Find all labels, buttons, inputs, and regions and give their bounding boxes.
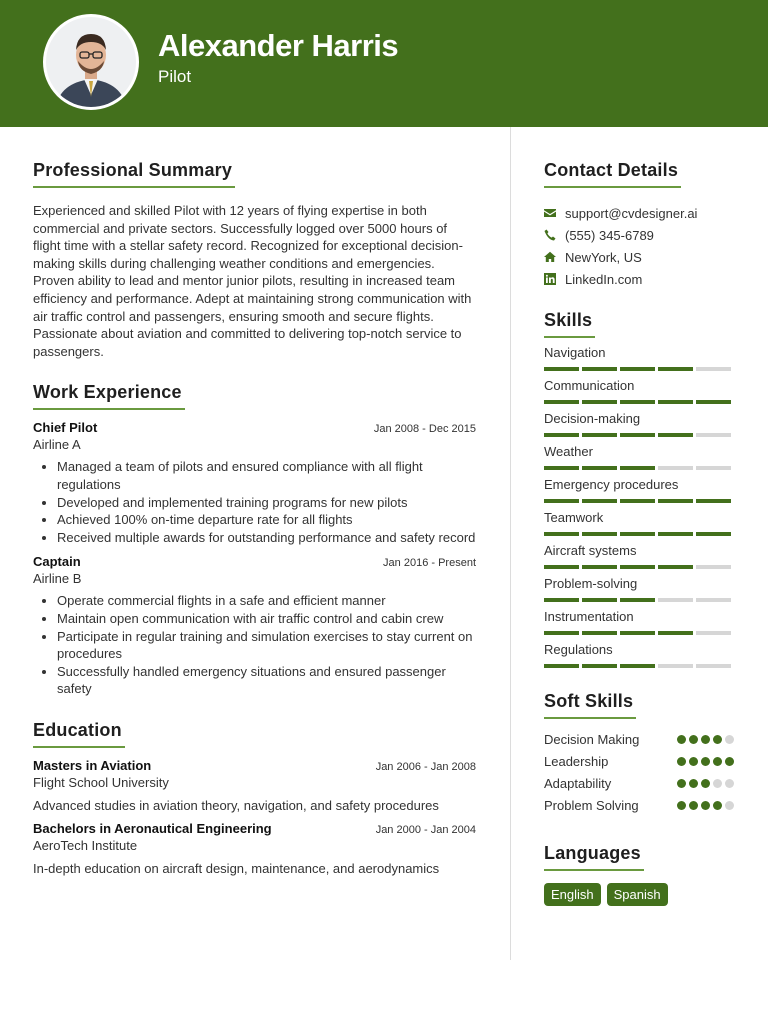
bullet-item: • Developed and implemented training programs for new pilots — [57, 494, 476, 512]
skill-level-segment — [544, 466, 579, 470]
soft-skills-section — [544, 691, 734, 816]
skill-level-segment — [620, 433, 655, 437]
candidate-name: Alexander Harris — [158, 28, 399, 63]
education-entry — [33, 758, 476, 813]
skill-level-segment — [582, 565, 617, 569]
skill-level-segment — [658, 664, 693, 668]
skill-item — [544, 444, 734, 470]
skill-name: Weather — [544, 444, 593, 459]
language-badge: Spanish — [607, 883, 668, 906]
education-dates: Jan 2000 - Jan 2004 — [375, 823, 476, 836]
languages-heading: Languages — [544, 843, 644, 871]
skill-item — [544, 477, 734, 503]
skill-level-segment — [696, 466, 731, 470]
education-heading: Education — [33, 720, 125, 748]
rating-dot — [689, 757, 698, 766]
skill-level-segment — [696, 433, 731, 437]
skill-level-segment — [620, 598, 655, 602]
rating-dot — [713, 735, 722, 744]
skill-level-segment — [582, 631, 617, 635]
skill-level-bar — [544, 499, 734, 503]
summary-text: Experienced and skilled Pilot with 12 years of flying expertise in both commercial and private sectors. Successfully logged over 5000 hours of flight time with a stellar safety record. Recognized for exceptional decision-making skills during challenging weather conditions and emergencies. Proven ability to lead and mentor junior pilots, resulting in increased team efficiency and performance. Adept at maintaining strong communication with air traffic control and passengers, ensuring smooth and secure flights. Passionate about aviation and committed to delivering top-notch service to passengers. — [33, 203, 472, 359]
skill-item — [544, 411, 734, 437]
soft-skill-name: Problem Solving — [544, 797, 639, 813]
rating-dot — [725, 779, 734, 788]
soft-skill-rating — [677, 779, 734, 788]
bullet-item: • Successfully handled emergency situations and ensured passenger safety — [57, 663, 476, 698]
skill-level-segment — [658, 499, 693, 503]
rating-dot — [725, 735, 734, 744]
phone-text: (555) 345-6789 — [565, 227, 654, 243]
skill-level-segment — [658, 565, 693, 569]
experience-heading: Work Experience — [33, 382, 185, 410]
rating-dot — [677, 757, 686, 766]
skill-level-segment — [620, 367, 655, 371]
bullet-item: • Participate in regular training and simulation exercises to stay current on procedures — [57, 628, 476, 663]
job-role: Captain — [33, 554, 81, 570]
skill-level-bar — [544, 532, 734, 536]
job-bullets — [33, 458, 476, 546]
skill-name: Teamwork — [544, 510, 604, 525]
skill-level-segment — [544, 400, 579, 404]
skill-level-segment — [620, 400, 655, 404]
skill-level-segment — [620, 565, 655, 569]
skill-level-bar — [544, 664, 734, 668]
skill-level-segment — [658, 532, 693, 536]
skill-level-segment — [582, 664, 617, 668]
candidate-title: Pilot — [158, 67, 192, 86]
envelope-icon — [544, 207, 556, 219]
job-entry — [33, 420, 476, 546]
skill-name: Regulations — [544, 642, 613, 657]
skill-level-bar — [544, 400, 734, 404]
education-description: In-depth education on aircraft design, maintenance, and aerodynamics — [33, 860, 440, 876]
skill-level-segment — [544, 598, 579, 602]
skill-level-segment — [696, 532, 731, 536]
bullet-item: • Managed a team of pilots and ensured compliance with all flight regulations — [57, 458, 476, 493]
job-dates: Jan 2016 - Present — [383, 557, 476, 570]
skill-name: Communication — [544, 378, 635, 393]
skills-list — [544, 345, 734, 668]
linkedin-text: LinkedIn.com — [565, 271, 643, 287]
soft-skill-item — [544, 750, 734, 772]
job-role: Chief Pilot — [33, 420, 98, 436]
skill-level-segment — [658, 400, 693, 404]
school-name: AeroTech Institute — [33, 837, 138, 853]
skill-level-segment — [620, 466, 655, 470]
experience-section — [33, 382, 476, 698]
skill-level-bar — [544, 631, 734, 635]
contact-location — [544, 246, 734, 268]
rating-dot — [701, 757, 710, 766]
degree-name: Masters in Aviation — [33, 757, 152, 773]
rating-dot — [689, 735, 698, 744]
skill-name: Navigation — [544, 345, 606, 360]
soft-skill-rating — [677, 801, 734, 810]
soft-skills-heading: Soft Skills — [544, 691, 636, 719]
skill-level-segment — [582, 499, 617, 503]
skill-name: Problem-solving — [544, 576, 638, 591]
rating-dot — [677, 735, 686, 744]
rating-dot — [725, 757, 734, 766]
rating-dot — [677, 801, 686, 810]
soft-skill-rating — [677, 757, 734, 766]
skill-item — [544, 609, 734, 635]
summary-section — [33, 160, 476, 360]
degree-name: Bachelors in Aeronautical Engineering — [33, 820, 272, 836]
education-description: Advanced studies in aviation theory, navigation, and safety procedures — [33, 797, 439, 813]
soft-skill-item — [544, 772, 734, 794]
rating-dot — [689, 779, 698, 788]
job-company: Airline B — [33, 571, 82, 587]
skill-level-segment — [696, 598, 731, 602]
skill-level-segment — [696, 499, 731, 503]
languages-list — [544, 883, 734, 906]
skill-level-segment — [544, 631, 579, 635]
education-entry — [33, 821, 476, 876]
school-name: Flight School University — [33, 774, 169, 790]
rating-dot — [701, 801, 710, 810]
phone-icon — [544, 229, 556, 241]
job-bullets — [33, 592, 476, 698]
skill-level-segment — [696, 631, 731, 635]
education-section — [33, 720, 476, 876]
soft-skill-name: Adaptability — [544, 775, 612, 791]
skill-level-segment — [658, 433, 693, 437]
skill-level-segment — [544, 664, 579, 668]
sidebar-column — [544, 160, 734, 906]
language-badge: English — [544, 883, 601, 906]
rating-dot — [689, 801, 698, 810]
rating-dot — [701, 779, 710, 788]
rating-dot — [713, 801, 722, 810]
header-banner — [0, 0, 768, 127]
email-text: support@cvdesigner.ai — [565, 205, 698, 221]
skill-level-segment — [582, 400, 617, 404]
rating-dot — [701, 735, 710, 744]
skill-name: Emergency procedures — [544, 477, 679, 492]
skill-item — [544, 510, 734, 536]
skill-level-segment — [620, 631, 655, 635]
skill-level-segment — [544, 367, 579, 371]
rating-dot — [713, 779, 722, 788]
bullet-item: • Operate commercial flights in a safe and efficient manner — [57, 592, 476, 610]
location-text: NewYork, US — [565, 249, 642, 265]
skill-level-bar — [544, 433, 734, 437]
soft-skill-name: Decision Making — [544, 731, 640, 747]
skill-level-segment — [582, 598, 617, 602]
skill-item — [544, 576, 734, 602]
skill-level-segment — [544, 433, 579, 437]
skill-level-bar — [544, 466, 734, 470]
avatar — [43, 14, 139, 110]
skill-item — [544, 345, 734, 371]
rating-dot — [725, 801, 734, 810]
skill-level-segment — [582, 532, 617, 536]
skill-level-segment — [582, 367, 617, 371]
contact-list — [544, 202, 734, 290]
job-entry — [33, 554, 476, 698]
skill-level-segment — [582, 466, 617, 470]
contact-section — [544, 160, 734, 290]
soft-skill-name: Leadership — [544, 753, 609, 769]
contact-phone[interactable] — [544, 224, 734, 246]
skill-name: Instrumentation — [544, 609, 634, 624]
skill-level-segment — [620, 499, 655, 503]
column-divider — [510, 127, 511, 960]
skills-heading: Skills — [544, 310, 595, 338]
skill-level-segment — [696, 367, 731, 371]
bullet-item: • Received multiple awards for outstanding performance and safety record — [57, 529, 476, 547]
soft-skill-rating — [677, 735, 734, 744]
bullet-item: • Maintain open communication with air traffic control and cabin crew — [57, 610, 476, 628]
contact-email[interactable] — [544, 202, 734, 224]
skill-level-segment — [620, 532, 655, 536]
skill-level-segment — [582, 433, 617, 437]
rating-dot — [677, 779, 686, 788]
skills-section — [544, 310, 734, 668]
home-icon — [544, 251, 556, 263]
skill-level-segment — [544, 565, 579, 569]
main-column — [33, 160, 476, 876]
summary-heading: Professional Summary — [33, 160, 235, 188]
education-dates: Jan 2006 - Jan 2008 — [375, 760, 476, 773]
skill-level-segment — [658, 598, 693, 602]
contact-linkedin[interactable] — [544, 268, 734, 290]
skill-item — [544, 378, 734, 404]
skill-level-segment — [696, 664, 731, 668]
profile-photo — [46, 17, 136, 107]
skill-level-segment — [658, 466, 693, 470]
skill-name: Decision-making — [544, 411, 641, 426]
skill-item — [544, 642, 734, 668]
soft-skill-item — [544, 794, 734, 816]
skill-level-bar — [544, 598, 734, 602]
rating-dot — [713, 757, 722, 766]
skill-level-segment — [620, 664, 655, 668]
skill-level-segment — [658, 367, 693, 371]
skill-level-bar — [544, 367, 734, 371]
skill-item — [544, 543, 734, 569]
job-dates: Jan 2008 - Dec 2015 — [373, 423, 476, 436]
skill-level-segment — [658, 631, 693, 635]
linkedin-icon — [544, 273, 556, 285]
skill-name: Aircraft systems — [544, 543, 637, 558]
skill-level-segment — [696, 565, 731, 569]
languages-section — [544, 843, 734, 906]
skill-level-segment — [544, 532, 579, 536]
skill-level-segment — [544, 499, 579, 503]
soft-skill-item — [544, 728, 734, 750]
contact-heading: Contact Details — [544, 160, 681, 188]
skill-level-segment — [696, 400, 731, 404]
skill-level-bar — [544, 565, 734, 569]
job-company: Airline A — [33, 437, 81, 453]
soft-skills-list — [544, 728, 734, 816]
bullet-item: • Achieved 100% on-time departure rate for all flights — [57, 511, 476, 529]
